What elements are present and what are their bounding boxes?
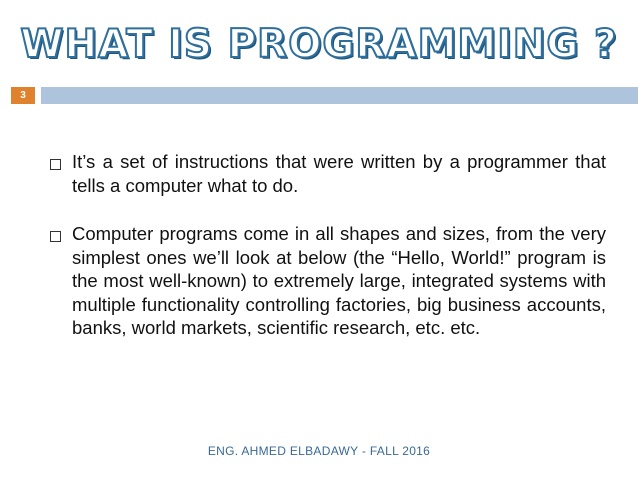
header-bar (41, 87, 638, 104)
bullet-item (48, 150, 606, 197)
bullet-text: It’s a set of instructions that were written by a programmer that tells a computer what to do. (72, 151, 606, 196)
bullet-item (48, 222, 606, 340)
bullet-text: Computer programs come in all shapes and sizes, from the very simplest ones we’ll look at below (the “Hello, World!” program is the most well-known) to extremely large, integrated systems with multiple functionality controlling factories, big business accounts, banks, world markets, scientific research, etc. etc. (72, 223, 606, 338)
slide-title: WHAT IS PROGRAMMING ? (20, 22, 618, 67)
slide-footer: ENG. AHMED ELBADAWY - FALL 2016 (207, 444, 431, 458)
slide-number-badge: 3 (11, 87, 35, 104)
square-bullet-icon (50, 159, 61, 170)
bullet-list (48, 150, 606, 365)
square-bullet-icon (50, 231, 61, 242)
